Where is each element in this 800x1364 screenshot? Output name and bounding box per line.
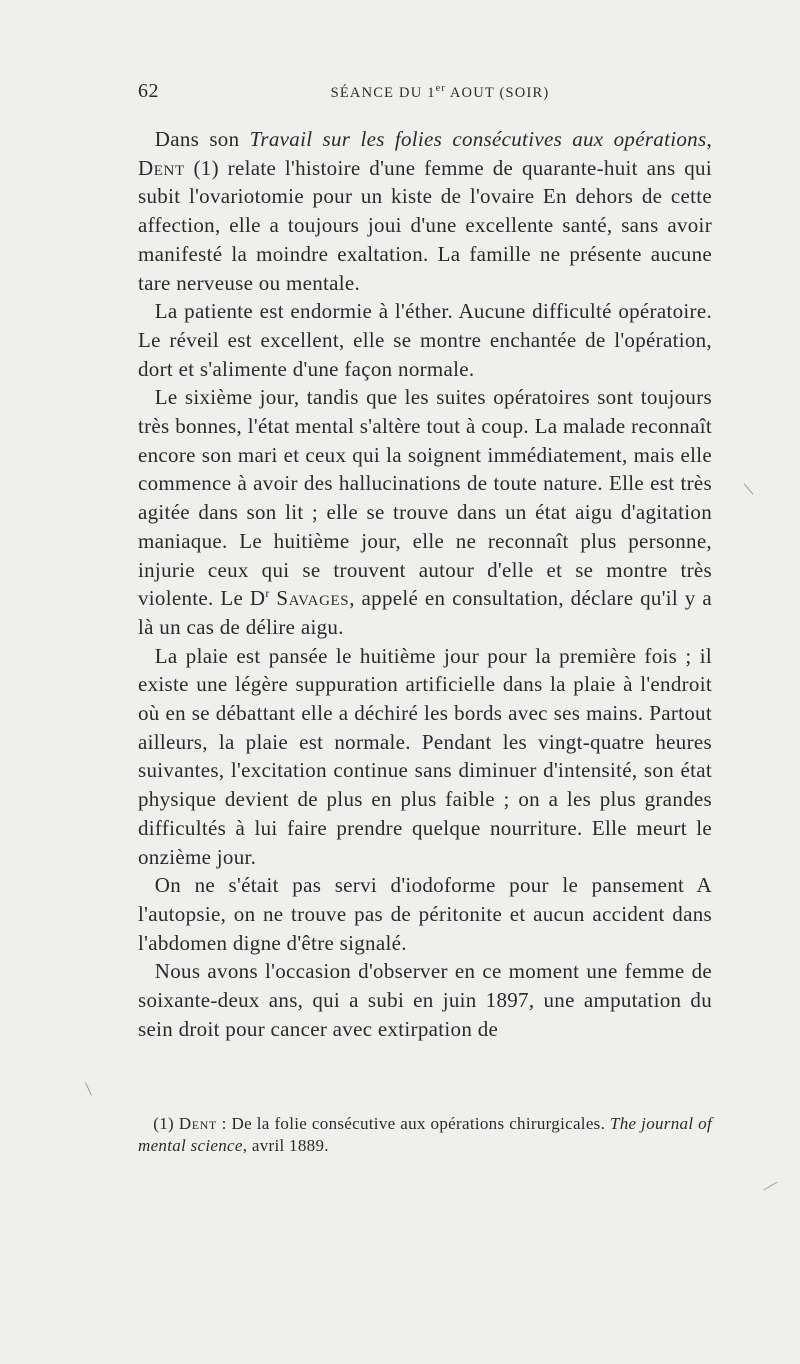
paragraph-4: La plaie est pansée le huitième jour pour la première fois ; il existe une légère suppuration artificielle dans la plaie à l'endroit où en se débattant elle a déchiré les bords avec ses mains. Partout ailleurs, la plaie est normale. Pendant les vingt-quatre heures suivantes, l'excitation continue sans diminuer d'intensité, son état physique devient de plus en plus faible ; on a les plus grandes difficultés à lui faire prendre quelque nourriture. Elle meurt le onzième jour. xyxy=(138,643,712,869)
margin-mark xyxy=(763,1182,777,1191)
consultant-name: Savages xyxy=(276,586,350,611)
paragraph-5: On ne s'était pas servi d'iodoforme pour le pansement A l'autopsie, on ne trouve pas de péritonite et aucun accident dans l'abdomen digne d'être signalé. xyxy=(138,873,712,955)
footnote: (1) Dent : De la folie consécutive aux opérations chirurgicales. The journal of mental science, avril 1889. xyxy=(138,1114,712,1155)
body-text xyxy=(138,125,712,1044)
page-number: 62 xyxy=(138,80,159,102)
margin-mark xyxy=(85,1082,92,1095)
journal-title: The journal of mental science xyxy=(138,1114,712,1155)
paragraph-2: La patiente est endormie à l'éther. Aucune difficulté opératoire. Le réveil est excellent, elle se montre enchantée de l'opération, dort et s'alimente d'une façon normale. xyxy=(138,299,712,381)
work-title: Travail sur les folies consécutives aux opérations xyxy=(249,127,707,151)
running-head xyxy=(138,80,712,104)
paragraph-1: Dans son Travail sur les folies consécutives aux opérations, Dent (1) relate l'histoire d'une femme de quarante-huit ans qui subit l'ovariotomie pour un kiste de l'ovaire En dehors de cette affection, elle a toujours joui d'une excellente santé, sans avoir manifesté la moindre exaltation. La famille ne présente aucune tare nerveuse ou mentale. xyxy=(138,127,713,295)
paragraph-6: Nous avons l'occasion d'observer en ce moment une femme de soixante-deux ans, qui a subi en juin 1897, une amputation du sein droit pour cancer avec extirpation de xyxy=(138,959,712,1041)
header-title: SÉANCE DU 1er AOUT (SOIR) xyxy=(330,83,550,101)
margin-mark xyxy=(744,483,754,494)
author-name: Dent xyxy=(138,155,185,180)
footnote-author: Dent xyxy=(178,1114,217,1133)
paragraph-3: Le sixième jour, tandis que les suites opératoires sont toujours très bonnes, l'état mental s'altère tout à coup. La malade reconnaît encore son mari et ceux qui la soignent immédiatement, mais elle commence à avoir des hallucinations de toute nature. Elle est très agitée dans son lit ; elle se trouve dans un état aigu d'agitation maniaque. Le huitième jour, elle ne reconnaît plus personne, injurie ceux qui se trouvent autour d'elle et se montre très violente. Le $D^r$ Savages, appelé en consultation, déclare qu'il y a là un cas de délire aigu. xyxy=(138,385,712,639)
